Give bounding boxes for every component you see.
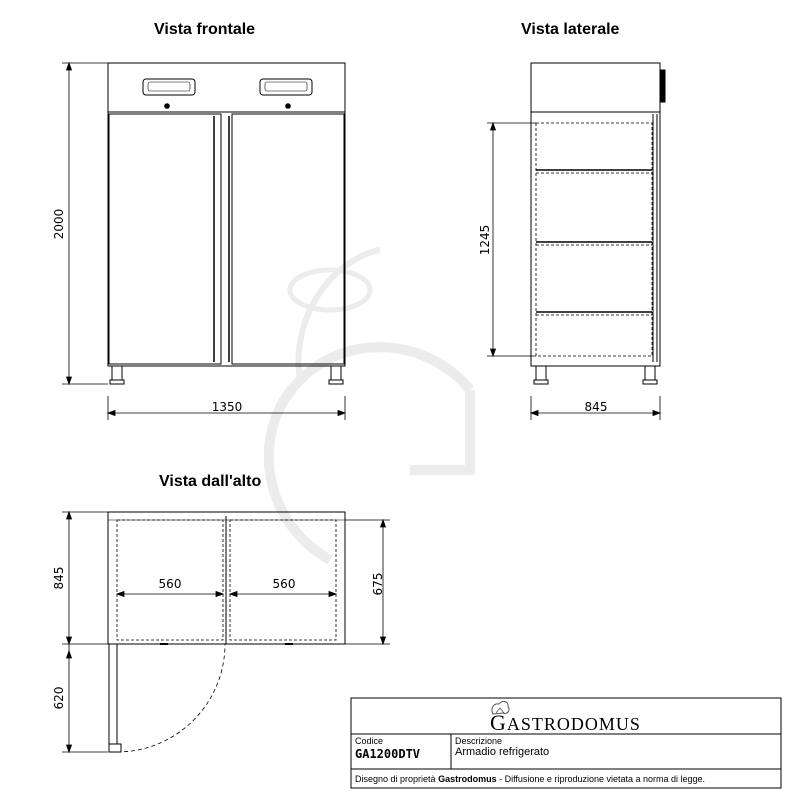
code-label: Codice [355,736,384,746]
ownership-brand: Gastrodomus [438,774,497,784]
front-right-foot [331,366,341,380]
front-height-dimension: 2000 [52,208,66,240]
open-door-leaf [109,644,117,752]
right-door [232,114,344,364]
door-swing-dimension: 620 [52,686,66,710]
side-left-foot [536,366,546,380]
top-depth-dimension: 845 [52,566,66,590]
left-display [143,79,195,95]
left-compartment-width: 560 [158,577,182,591]
side-view-title: Vista laterale [521,21,620,38]
code-value: GA1200DTV [355,747,421,761]
brand-initial: G [490,710,507,735]
right-compartment-width: 560 [272,577,296,591]
side-height-dimension: 1245 [478,224,492,256]
front-view-title: Vista frontale [154,21,256,38]
side-depth-dimension: 845 [584,400,608,414]
interior-compartment [536,123,652,356]
description-value: Armadio refrigerato [455,746,550,758]
front-width-dimension: 1350 [211,400,243,414]
brand-name [490,710,641,736]
door-swing-arc [117,644,225,752]
front-outline [108,63,345,366]
description-label: Descrizione [455,736,503,746]
watermark-logo [269,250,470,560]
inner-depth-dimension: 675 [371,572,385,596]
right-display [260,79,312,95]
top-view-title: Vista dall'alto [159,473,262,490]
side-right-foot [645,366,655,380]
ownership-suffix: - Diffusione e riproduzione vietata a norma di legge. [496,774,706,784]
ownership-notice [355,774,705,784]
front-left-foot [112,366,122,380]
ownership-prefix: Disegno di proprietà [355,774,439,784]
brand-rest: ASTRODOMUS [506,714,641,734]
compressor-block [660,70,665,102]
front-view [108,63,345,384]
left-door [109,114,221,364]
side-view [531,63,665,384]
side-outline [531,63,660,366]
